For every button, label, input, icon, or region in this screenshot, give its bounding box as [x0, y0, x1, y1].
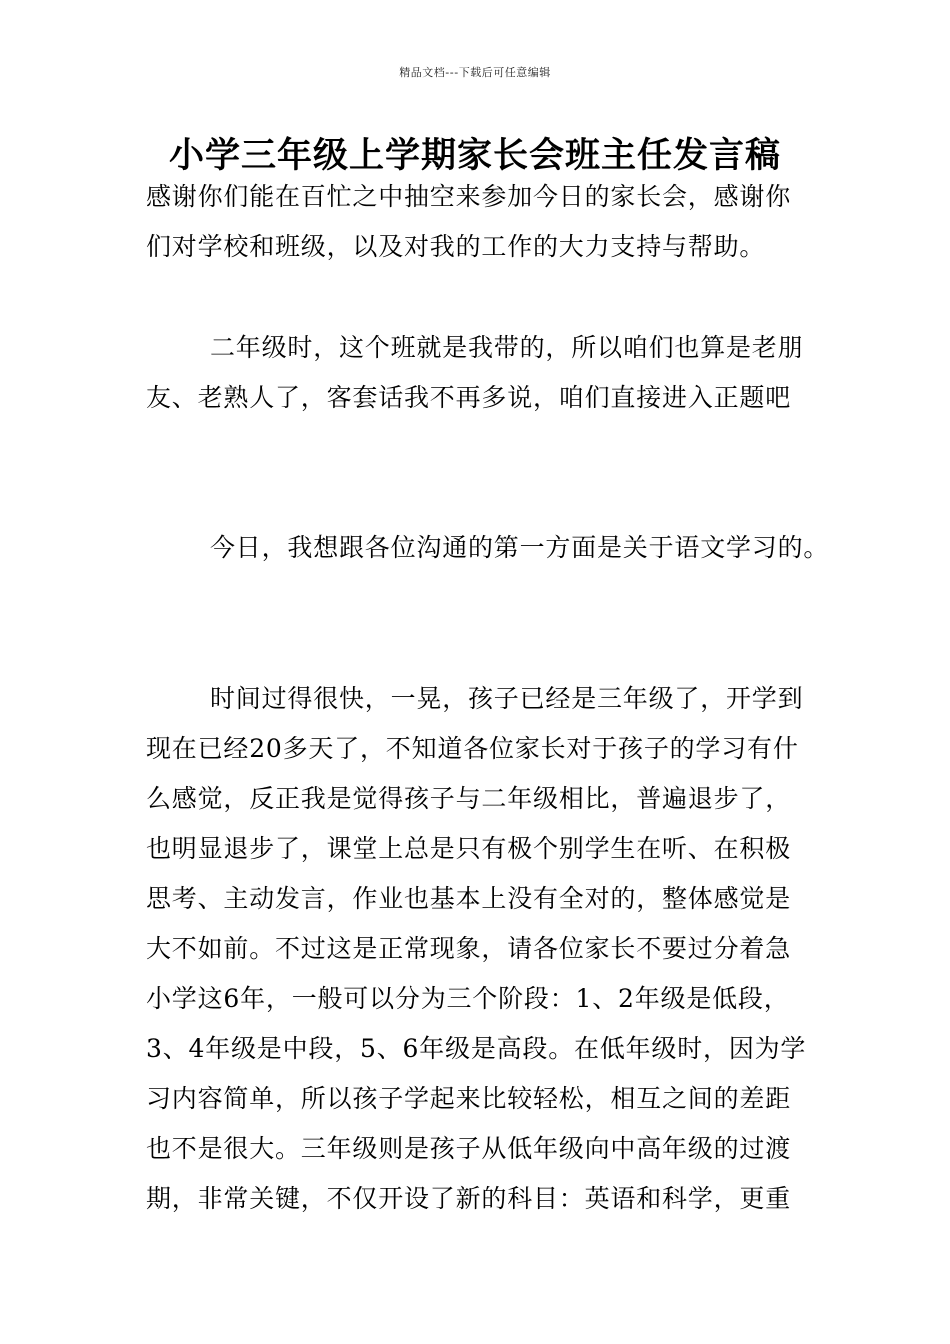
paragraph-line: 也不是很大。三年级则是孩子从低年级向中高年级的过渡: [146, 1134, 792, 1163]
paragraph-line: 二年级时，这个班就是我带的，所以咱们也算是老朋: [210, 333, 804, 362]
paragraph-line: 也明显退步了，课堂上总是只有极个别学生在听、在积极: [146, 834, 792, 863]
paragraph-line: 习内容简单，所以孩子学起来比较轻松，相互之间的差距: [146, 1084, 792, 1113]
paragraph-line: 们对学校和班级，以及对我的工作的大力支持与帮助。: [146, 232, 766, 261]
document-header-note: 精品文档---下载后可任意编辑: [399, 66, 551, 79]
paragraph-line: 么感觉，反正我是觉得孩子与二年级相比，普遍退步了，: [146, 784, 792, 813]
paragraph-line: 思考、主动发言，作业也基本上没有全对的，整体感觉是: [146, 884, 792, 913]
paragraph-line: 友、老熟人了，客套话我不再多说，咱们直接进入正题吧: [146, 383, 792, 412]
paragraph-line: 时间过得很快，一晃，孩子已经是三年级了，开学到: [210, 684, 804, 713]
paragraph-line: 3、4年级是中段，5、6年级是高段。在低年级时，因为学: [146, 1034, 807, 1063]
paragraph-line: 期，非常关键，不仅开设了新的科目：英语和科学，更重: [146, 1184, 792, 1213]
paragraph-line: 现在已经20多天了，不知道各位家长对于孩子的学习有什: [146, 734, 799, 763]
paragraph-line: 大不如前。不过这是正常现象，请各位家长不要过分着急: [146, 934, 792, 963]
paragraph-line: 小学这6年，一般可以分为三个阶段：1、2年级是低段，: [146, 984, 790, 1013]
paragraph-line: 今日，我想跟各位沟通的第一方面是关于语文学习的。: [210, 533, 830, 562]
document-title: 小学三年级上学期家长会班主任发言稿: [168, 136, 781, 176]
paragraph-line: 感谢你们能在百忙之中抽空来参加今日的家长会，感谢你: [146, 182, 792, 211]
